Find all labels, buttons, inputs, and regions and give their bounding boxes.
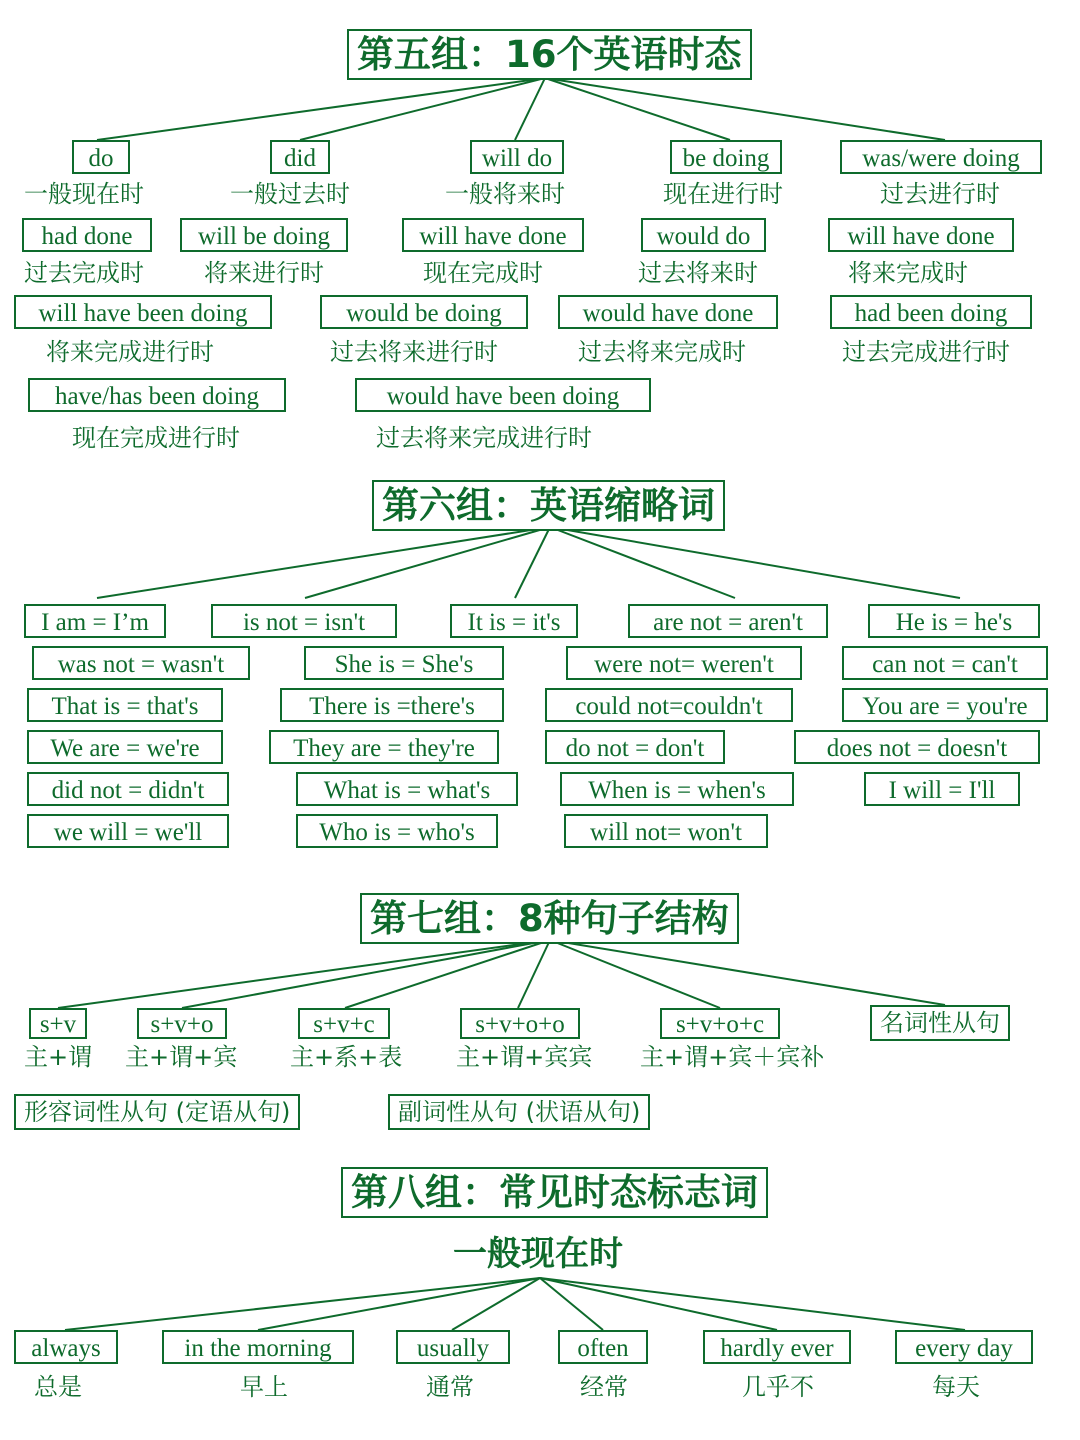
tense-label: 一般现在时 — [24, 180, 144, 208]
connector-line — [518, 940, 550, 1008]
tense-box: did — [270, 140, 330, 174]
tense-box: be doing — [670, 140, 782, 174]
tense-box: would do — [641, 218, 766, 252]
connector-line — [550, 527, 960, 598]
structure-label: 主+谓 — [24, 1043, 93, 1071]
tense-box: have/has been doing — [28, 378, 286, 412]
connector-line — [97, 78, 545, 140]
connector-line — [97, 527, 550, 598]
clause-box: 名词性从句 — [870, 1005, 1010, 1041]
contraction-box: Who is = who's — [296, 814, 498, 848]
signal-word-box: hardly ever — [703, 1330, 851, 1364]
contraction-box: He is = he's — [868, 604, 1040, 638]
contraction-box: does not = doesn't — [794, 730, 1040, 764]
structure-label: 主+谓+宾＋宾补 — [640, 1043, 825, 1071]
connector-line — [540, 1278, 777, 1330]
tense-box: would have done — [558, 295, 778, 329]
contraction-box: She is = She's — [304, 646, 504, 680]
tense-box: do — [72, 140, 130, 174]
connector-line — [545, 78, 945, 140]
tense-label: 过去将来进行时 — [330, 338, 498, 366]
contraction-box: You are = you're — [842, 688, 1048, 722]
contraction-box: We are = we're — [27, 730, 223, 764]
structure-box: s+v+c — [298, 1008, 390, 1039]
signal-word-label: 几乎不 — [742, 1373, 814, 1401]
connector-line — [515, 527, 550, 598]
structure-box: s+v+o+o — [460, 1008, 580, 1039]
contraction-box: There is =there's — [280, 688, 504, 722]
connector-line — [550, 940, 945, 1005]
contraction-box: When is = when's — [560, 772, 794, 806]
group8-subtitle: 一般现在时 — [453, 1234, 623, 1274]
tense-label: 将来进行时 — [204, 259, 324, 287]
tense-box: would be doing — [320, 295, 528, 329]
contraction-box: What is = what's — [296, 772, 518, 806]
clause-box: 形容词性从句 (定语从句) — [14, 1094, 300, 1130]
tense-box: will be doing — [180, 218, 348, 252]
tense-label: 将来完成进行时 — [46, 338, 214, 366]
contraction-box: was not = wasn't — [32, 646, 250, 680]
tense-box: will do — [470, 140, 564, 174]
signal-word-label: 通常 — [426, 1373, 474, 1401]
structure-label: 主+谓+宾宾 — [456, 1043, 593, 1071]
structure-label: 主+系+表 — [290, 1043, 403, 1071]
group8-title: 第八组：常见时态标志词 — [341, 1167, 768, 1218]
connector-line — [305, 527, 550, 598]
connector-line — [540, 1278, 965, 1330]
contraction-box: we will = we'll — [27, 814, 229, 848]
connector-line — [515, 78, 545, 140]
tense-label: 一般将来时 — [445, 180, 565, 208]
structure-box: s+v — [29, 1008, 87, 1039]
tense-box: would have been doing — [355, 378, 651, 412]
tense-box: will have been doing — [14, 295, 272, 329]
contraction-box: They are = they're — [269, 730, 499, 764]
contraction-box: is not = isn't — [211, 604, 397, 638]
tense-box: will have done — [402, 218, 584, 252]
contraction-box: can not = can't — [842, 646, 1048, 680]
tense-box: will have done — [828, 218, 1014, 252]
signal-word-box: every day — [895, 1330, 1033, 1364]
signal-word-box: in the morning — [162, 1330, 354, 1364]
tense-label: 过去将来完成进行时 — [376, 424, 592, 452]
group7-title: 第七组：8种句子结构 — [360, 893, 739, 944]
contraction-box: could not=couldn't — [545, 688, 793, 722]
structure-label: 主+谓+宾 — [125, 1043, 238, 1071]
tense-label: 现在完成时 — [423, 259, 543, 287]
contraction-box: will not= won't — [564, 814, 768, 848]
connector-line — [550, 940, 720, 1008]
tense-label: 一般过去时 — [230, 180, 350, 208]
connector-line — [182, 940, 550, 1008]
tense-label: 过去将来完成时 — [578, 338, 746, 366]
tense-label: 过去进行时 — [880, 180, 1000, 208]
connector-line — [550, 527, 735, 598]
group5-title: 第五组：16个英语时态 — [347, 29, 752, 80]
connector-line — [58, 940, 550, 1008]
structure-box: s+v+o+c — [660, 1008, 780, 1039]
signal-word-box: often — [558, 1330, 648, 1364]
group6-title: 第六组：英语缩略词 — [372, 480, 725, 531]
contraction-box: did not = didn't — [27, 772, 229, 806]
clause-box: 副词性从句 (状语从句) — [388, 1094, 650, 1130]
contraction-box: That is = that's — [27, 688, 223, 722]
signal-word-box: usually — [396, 1330, 510, 1364]
tense-box: was/were doing — [840, 140, 1042, 174]
contraction-box: I will = I'll — [864, 772, 1020, 806]
signal-word-label: 总是 — [34, 1373, 82, 1401]
contraction-box: were not= weren't — [566, 646, 802, 680]
signal-word-label: 每天 — [932, 1373, 980, 1401]
contraction-box: do not = don't — [545, 730, 725, 764]
tense-box: had done — [22, 218, 152, 252]
contraction-box: are not = aren't — [628, 604, 828, 638]
tense-label: 过去完成时 — [24, 259, 144, 287]
tense-label: 现在进行时 — [663, 180, 783, 208]
tense-label: 过去完成进行时 — [842, 338, 1010, 366]
signal-word-label: 经常 — [580, 1373, 628, 1401]
structure-box: s+v+o — [137, 1008, 227, 1039]
tense-label: 过去将来时 — [638, 259, 758, 287]
contraction-box: It is = it's — [450, 604, 578, 638]
tense-box: had been doing — [830, 295, 1032, 329]
connector-line — [300, 78, 545, 140]
connector-line — [345, 940, 550, 1008]
signal-word-label: 早上 — [240, 1373, 288, 1401]
contraction-box: I am = I’m — [24, 604, 166, 638]
signal-word-box: always — [14, 1330, 118, 1364]
tense-label: 现在完成进行时 — [72, 424, 240, 452]
connector-line — [545, 78, 730, 140]
tense-label: 将来完成时 — [848, 259, 968, 287]
